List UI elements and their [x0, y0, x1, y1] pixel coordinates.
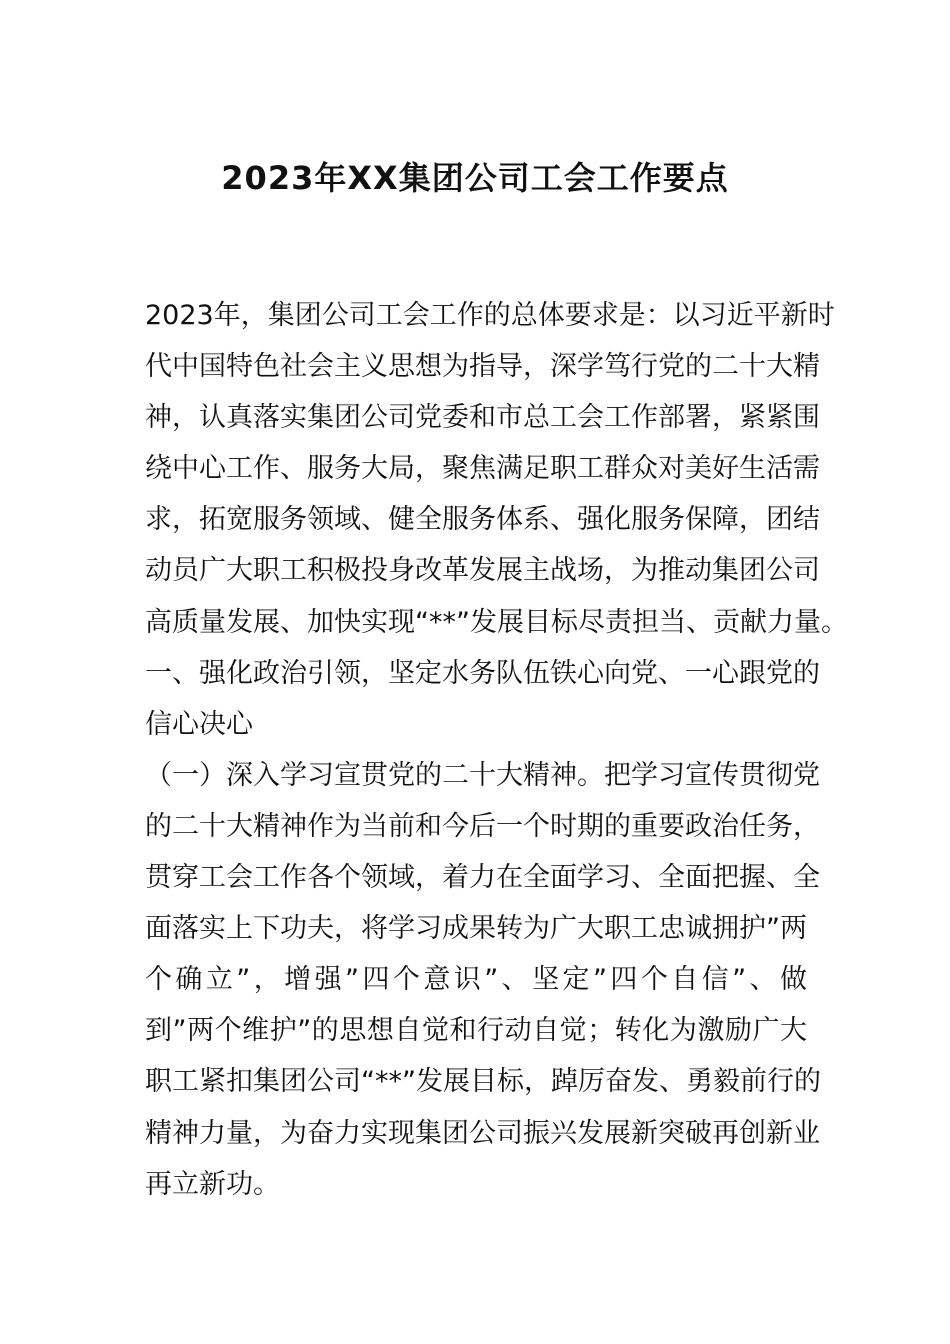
body-line: 的二十大精神作为当前和今后一个时期的重要政治任务，	[145, 810, 820, 842]
body-line: 贯穿工会工作各个领域，着力在全面学习、全面把握、全	[145, 862, 820, 894]
body-line: 个确立”，增强”四个意识”、坚定”四个自信”、做	[145, 964, 807, 996]
body-line: 绕中心工作、服务大局，聚焦满足职工群众对美好生活需	[145, 453, 820, 485]
body-line: 动员广大职工积极投身改革发展主战场，为推动集团公司	[145, 555, 820, 587]
section-heading-line: 一、强化政治引领，坚定水务队伍铁心向党、一心跟党的	[145, 657, 820, 689]
body-line: 高质量发展、加快实现“**”发展目标尽责担当、贡献力量。	[145, 606, 848, 638]
body-line: 2023年，集团公司工会工作的总体要求是：以习近平新时	[145, 300, 835, 331]
section-heading-line: 信心决心	[145, 708, 253, 740]
body-line: 求，拓宽服务领域、健全服务体系、强化服务保障，团结	[145, 504, 820, 536]
document-body	[145, 290, 848, 1210]
body-line: 职工紧扣集团公司“**”发展目标，踔厉奋发、勇毅前行的	[145, 1066, 821, 1098]
body-line: 面落实上下功夫，将学习成果转为广大职工忠诚拥护”两	[145, 913, 807, 945]
document-title: 2023年XX集团公司工会工作要点	[221, 159, 729, 197]
body-line: 精神力量，为奋力实现集团公司振兴发展新突破再创新业	[145, 1117, 820, 1149]
body-line: 到”两个维护”的思想自觉和行动自觉；转化为激励广大	[145, 1015, 807, 1047]
subsection-heading-line: （一）深入学习宣贯党的二十大精神。把学习宣传贯彻党	[145, 759, 820, 791]
body-line: 再立新功。	[145, 1168, 280, 1200]
body-line: 代中国特色社会主义思想为指导，深学笃行党的二十大精	[145, 351, 820, 383]
body-line: 神，认真落实集团公司党委和市总工会工作部署，紧紧围	[145, 402, 820, 434]
